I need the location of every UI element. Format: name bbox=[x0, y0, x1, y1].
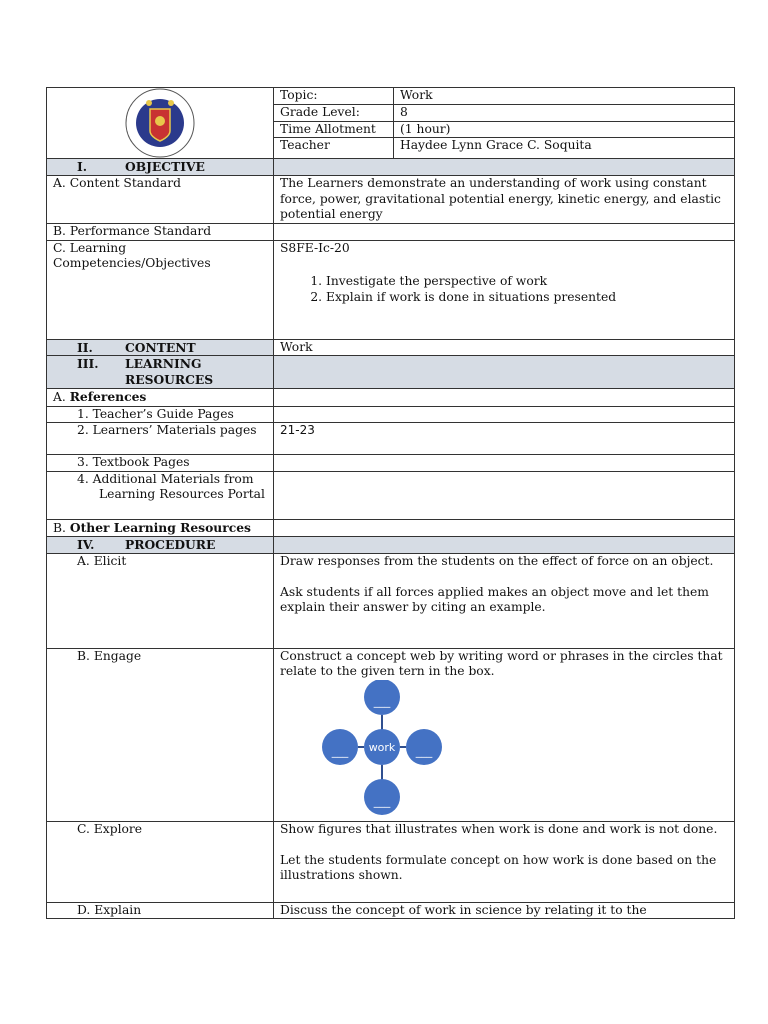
learners-materials-value: 21-23 bbox=[274, 423, 735, 455]
time-label: Time Allotment bbox=[274, 121, 394, 138]
content-value: Work bbox=[274, 339, 735, 356]
logo-cell bbox=[47, 88, 274, 159]
other-resources-heading: B. Other Learning Resources bbox=[47, 519, 274, 537]
topic-value: Work bbox=[394, 88, 735, 105]
elicit-label: A. Elicit bbox=[47, 553, 274, 648]
textbook-pages-label: 3. Textbook Pages bbox=[47, 455, 274, 472]
content-heading: II. CONTENT bbox=[47, 339, 274, 356]
objective-item: 1. Investigate the perspective of work bbox=[326, 273, 728, 289]
engage-label: B. Engage bbox=[47, 648, 274, 821]
lesson-plan-table bbox=[46, 87, 735, 919]
teacher-value: Haydee Lynn Grace C. Soquita bbox=[394, 138, 735, 159]
procedure-heading: IV. PROCEDURE bbox=[47, 537, 274, 554]
competencies-cell bbox=[274, 240, 735, 339]
web-node-right-label: ___ bbox=[415, 744, 433, 758]
learners-materials-label: 2. Learners’ Materials pages bbox=[47, 423, 274, 455]
web-node-bottom-label: ___ bbox=[373, 794, 391, 808]
explore-cell: Show figures that illustrates when work is done and work is not done. Let the students formulate concept on how work is done based on the illustrations shown. bbox=[274, 821, 735, 902]
content-standard-label: A. Content Standard bbox=[47, 176, 274, 224]
web-node-center-label: work bbox=[368, 740, 396, 754]
teachers-guide-label: 1. Teacher’s Guide Pages bbox=[47, 406, 274, 423]
web-node-top-label: ___ bbox=[373, 694, 391, 708]
time-value: (1 hour) bbox=[394, 121, 735, 138]
explore-label: C. Explore bbox=[47, 821, 274, 902]
topic-label: Topic: bbox=[274, 88, 394, 105]
teacher-label: Teacher bbox=[274, 138, 394, 159]
competency-code: S8FE-Ic-20 bbox=[280, 240, 350, 255]
web-node-left-label: ___ bbox=[331, 744, 349, 758]
objective-heading: I. OBJECTIVE bbox=[47, 159, 274, 176]
additional-materials-label: 4. Additional Materials from Learning Resources Portal bbox=[47, 471, 274, 519]
competencies-label: C. Learning Competencies/Objectives bbox=[47, 240, 274, 339]
content-standard-text: The Learners demonstrate an understanding of work using constant force, power, gravitational potential energy, kinetic energy, and elastic potential energy bbox=[274, 176, 735, 224]
concept-web bbox=[306, 680, 486, 815]
objectives-list bbox=[280, 273, 728, 305]
grade-value: 8 bbox=[394, 104, 735, 121]
performance-standard-label: B. Performance Standard bbox=[47, 224, 274, 241]
explain-label: D. Explain bbox=[47, 902, 274, 919]
objective-item: 2. Explain if work is done in situations presented bbox=[326, 289, 728, 305]
elicit-cell: Draw responses from the students on the effect of force on an object. Ask students if all forces applied makes an object move and let them explain their answer by citing an example. bbox=[274, 553, 735, 648]
references-heading: A. References bbox=[47, 389, 274, 407]
grade-label: Grade Level: bbox=[274, 104, 394, 121]
engage-cell: Construct a concept web by writing word or phrases in the circles that relate to the given tern in the box. ___ ___ work ___ ___ bbox=[274, 648, 735, 821]
deped-seal-logo bbox=[53, 88, 267, 158]
explain-text: Discuss the concept of work in science by relating it to the bbox=[274, 902, 735, 919]
learning-resources-heading: III. LEARNING RESOURCES bbox=[47, 356, 274, 389]
